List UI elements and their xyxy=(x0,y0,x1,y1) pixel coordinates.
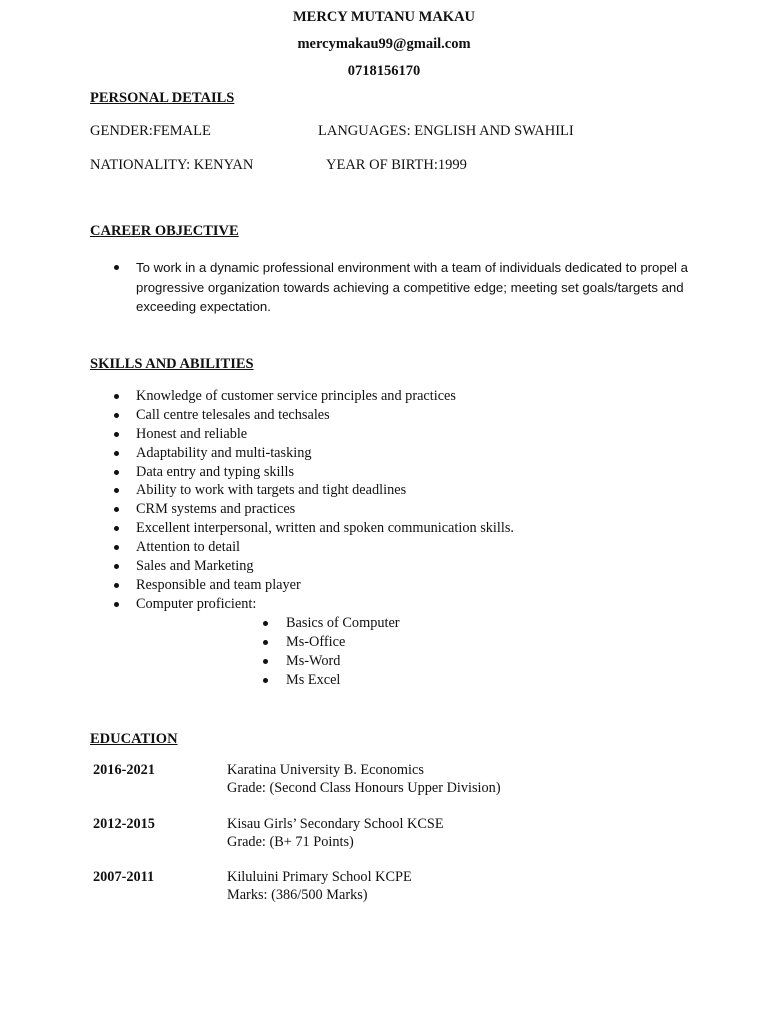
email: mercymakau99@gmail.com xyxy=(297,36,471,52)
personal-details-heading: PERSONAL DETAILS xyxy=(90,90,235,106)
bullet xyxy=(114,564,119,569)
skill-label: Call centre telesales and techsales xyxy=(136,406,330,423)
bullet xyxy=(114,394,119,399)
education-years: 2012-2015 xyxy=(93,816,155,832)
computer-skill-label: Ms Excel xyxy=(286,672,341,688)
education-institution: Karatina University B. Economics xyxy=(227,762,424,778)
skill-label: Responsible and team player xyxy=(136,576,301,593)
skill-label: Excellent interpersonal, written and spoken communication skills. xyxy=(136,520,514,537)
bullet xyxy=(114,602,119,607)
education-institution: Kiluluini Primary School KCPE xyxy=(227,869,412,885)
education-heading: EDUCATION xyxy=(90,731,178,747)
skill-label: Ability to work with targets and tight deadlines xyxy=(136,482,407,499)
languages: LANGUAGES: ENGLISH AND SWAHILI xyxy=(318,123,574,139)
education-grade: Grade: (Second Class Honours Upper Division) xyxy=(227,780,501,796)
skill-label: CRM systems and practices xyxy=(136,501,296,518)
nationality: NATIONALITY: KENYAN xyxy=(90,157,254,173)
career-objective-text: To work in a dynamic professional environment with a team of individuals dedicated to propel a progressive organization towards achieving a competitive edge; meeting set goals/targets and exceeding expectation. xyxy=(136,260,688,314)
education-years: 2016-2021 xyxy=(93,762,155,778)
education-grade: Marks: (386/500 Marks) xyxy=(227,887,368,903)
bullet xyxy=(263,678,268,683)
bullet xyxy=(114,265,119,270)
education-grade: Grade: (B+ 71 Points) xyxy=(227,834,354,850)
bullet xyxy=(263,640,268,645)
skills-heading: SKILLS AND ABILITIES xyxy=(90,356,254,372)
skill-label: Knowledge of customer service principles and practices xyxy=(136,388,456,404)
education-years: 2007-2011 xyxy=(93,869,155,885)
phone: 0718156170 xyxy=(347,63,421,79)
bullet xyxy=(114,583,119,588)
career-objective-heading: CAREER OBJECTIVE xyxy=(90,223,239,239)
computer-skill-label: Basics of Computer xyxy=(286,615,400,631)
computer-skill-label: Ms-Word xyxy=(286,653,341,669)
bullet xyxy=(114,413,119,418)
bullet xyxy=(114,526,119,531)
bullet xyxy=(114,488,119,493)
computer-skill-label: Ms-Office xyxy=(286,634,346,650)
bullet xyxy=(114,507,119,512)
gender: GENDER:FEMALE xyxy=(90,123,211,139)
education-institution: Kisau Girls’ Secondary School KCSE xyxy=(227,816,444,832)
skill-label: Data entry and typing skills xyxy=(136,463,295,480)
skill-label: Sales and Marketing xyxy=(136,558,254,575)
skill-label: Honest and reliable xyxy=(136,425,248,442)
skill-label: Adaptability and multi-tasking xyxy=(136,444,312,461)
bullet xyxy=(263,659,268,664)
bullet xyxy=(263,621,268,626)
bullet xyxy=(114,470,119,475)
candidate-name: MERCY MUTANU MAKAU xyxy=(292,9,476,25)
skill-label: Attention to detail xyxy=(136,539,241,556)
bullet xyxy=(114,545,119,550)
year-of-birth: YEAR OF BIRTH:1999 xyxy=(326,157,467,173)
skill-label: Computer proficient: xyxy=(136,595,257,612)
bullet xyxy=(114,432,119,437)
bullet xyxy=(114,451,119,456)
